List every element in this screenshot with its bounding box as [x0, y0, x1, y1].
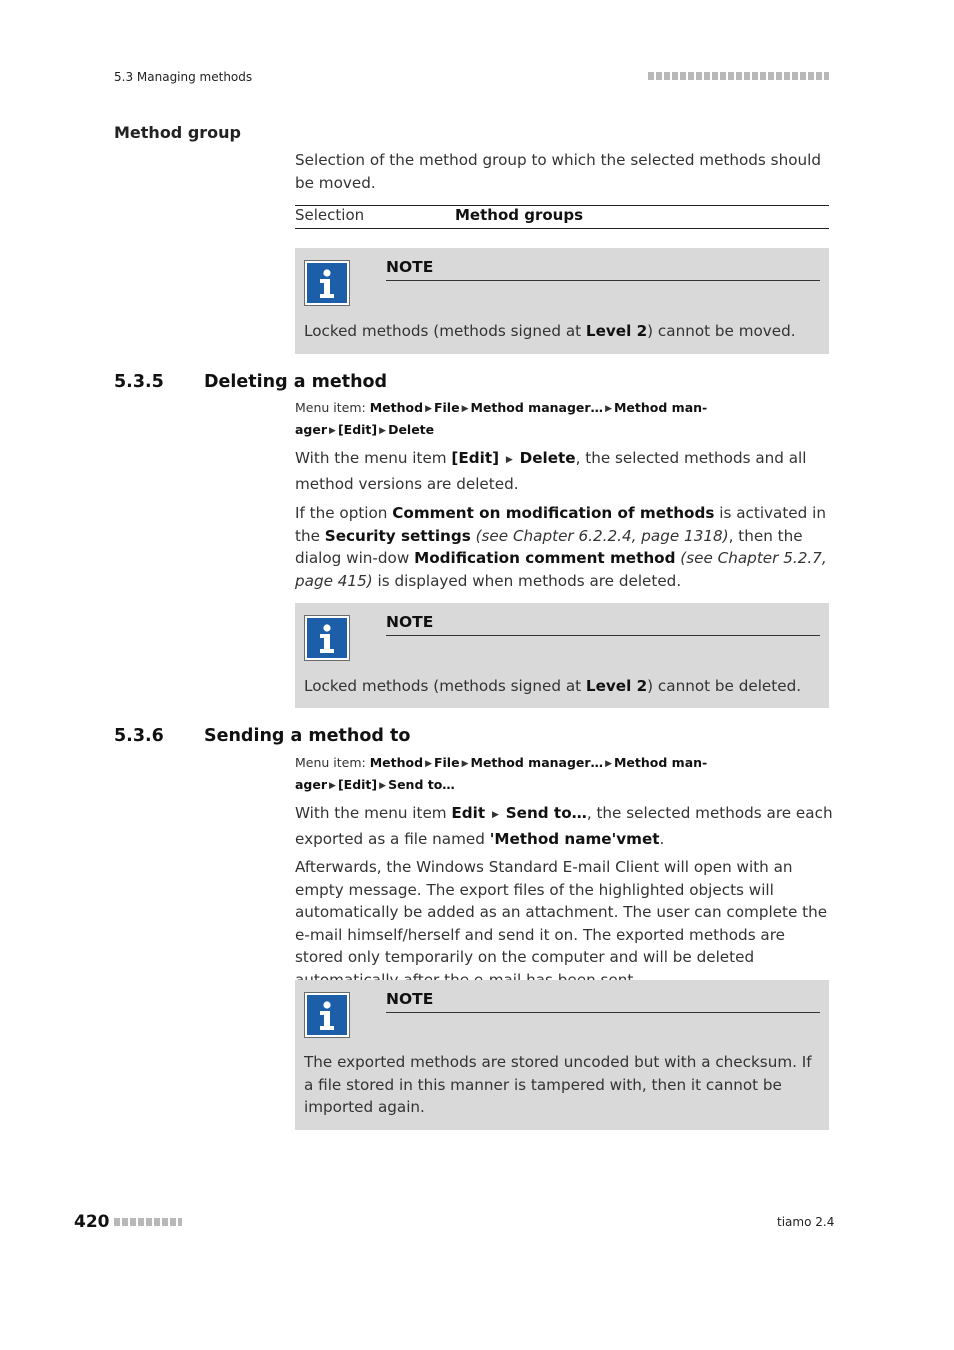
section-title: Sending a method to: [204, 726, 411, 746]
note-text: Locked methods (methods signed at Level 2) cannot be moved.: [304, 322, 796, 340]
send-paragraph-1: With the menu item Edit ▶ Send to…, the selected methods are each exported as a file named 'Method name'vmet.: [295, 804, 833, 848]
method-group-heading: Method group: [114, 123, 242, 142]
note-title: NOTE: [386, 613, 434, 631]
delete-paragraph-2: If the option Comment on modification of methods is activated in the Security settings (see Chapter 6.2.2.4, page 1318), then the dialog win-dow Modification comment method (see Chapter 5.2.7, page 415) is displayed when methods are deleted.: [295, 504, 827, 590]
info-icon: [304, 260, 350, 306]
selection-label: Selection: [295, 206, 365, 224]
selection-value: Method groups: [455, 206, 583, 224]
menu-path: Menu item: Method ▶ File ▶ Method manager… ▶ Method man- ager ▶ [Edit] ▶ Send to…: [295, 755, 708, 792]
header-decoration: [648, 72, 829, 80]
info-icon: [304, 615, 350, 661]
note-box-move: [295, 248, 829, 354]
product-name: tiamo 2.4: [777, 1215, 835, 1229]
note-title: NOTE: [386, 258, 434, 276]
note-title: NOTE: [386, 990, 434, 1008]
note-text: Locked methods (methods signed at Level 2) cannot be deleted.: [304, 677, 802, 695]
note-rule: [386, 280, 820, 281]
page-number: 420: [74, 1212, 110, 1232]
note-rule: [386, 1012, 820, 1013]
section-title: Deleting a method: [204, 372, 388, 392]
send-paragraph-2: Afterwards, the Windows Standard E-mail Client will open with an empty message. The export files of the highlighted objects will automatically be added as an attachment. The user can complete the e-mail himself/herself and send it on. The exported methods are stored only temporarily on the computer and will be deleted: [295, 858, 828, 966]
note-text: The exported methods are stored uncoded but with a checksum. If a file stored in this manner is tampered with, then it cannot be imported again.: [304, 1053, 812, 1116]
note-box-send: [295, 980, 829, 1130]
running-header-section: 5.3 Managing methods: [114, 70, 253, 84]
footer-decoration: [114, 1218, 182, 1226]
section-number: 5.3.6: [114, 726, 164, 746]
section-number: 5.3.5: [114, 372, 164, 392]
menu-path: Menu item: Method ▶ File ▶ Method manager… ▶ Method man- ager ▶ [Edit] ▶ Delete: [295, 400, 708, 437]
note-box-delete: [295, 603, 829, 708]
delete-paragraph-1: With the menu item [Edit] ▶ Delete, the selected methods and all method versions are deleted.: [295, 449, 807, 493]
info-icon: [304, 992, 350, 1038]
selection-table-bottom-rule: [295, 228, 829, 229]
note-rule: [386, 635, 820, 636]
method-group-description: Selection of the method group to which the selected methods should be moved.: [295, 151, 821, 192]
